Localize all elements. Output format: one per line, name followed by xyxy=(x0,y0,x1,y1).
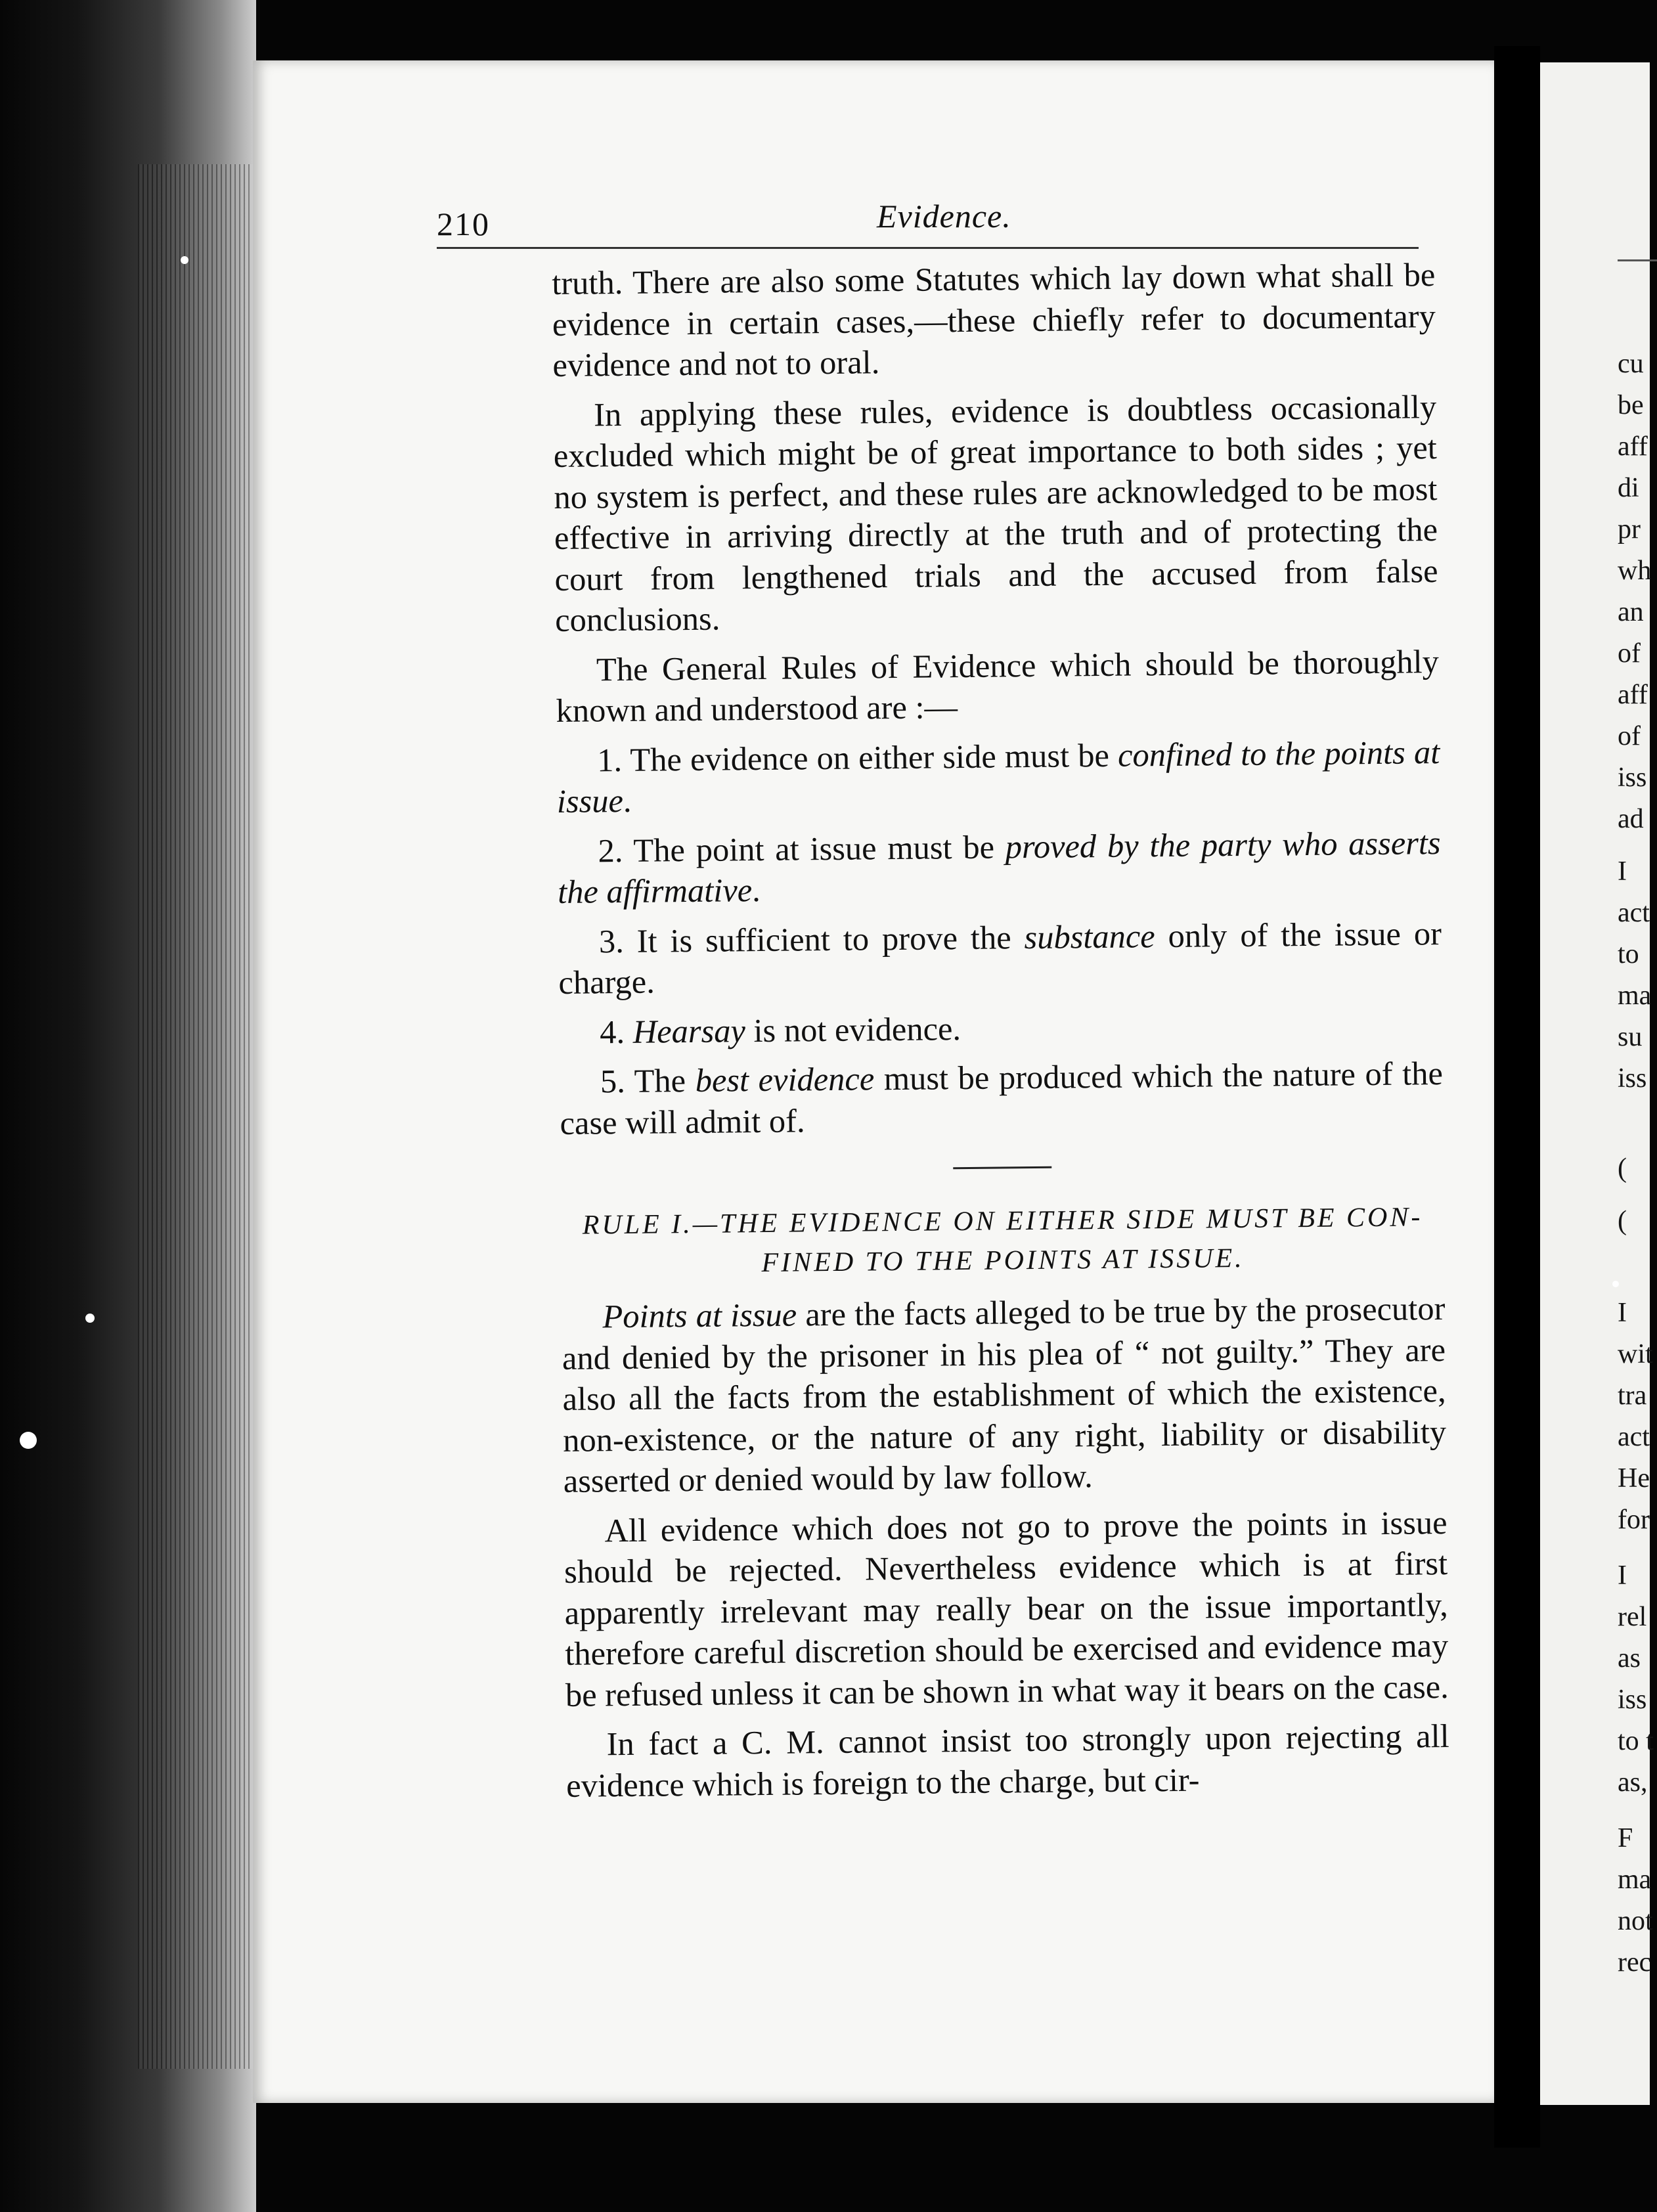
book-spine-shadow xyxy=(0,0,256,2212)
facing-line: He xyxy=(1618,1463,1650,1493)
scan-speck xyxy=(1612,1281,1619,1287)
body-text xyxy=(552,254,1453,2102)
running-title: Evidence. xyxy=(877,198,1011,234)
facing-line: not xyxy=(1618,1906,1653,1936)
facing-line: pr xyxy=(1618,514,1641,544)
rule-emphasis: confined to the points at issue xyxy=(556,733,1440,820)
rule-number: 3. xyxy=(598,922,625,960)
rule-list-item xyxy=(558,913,1442,1004)
facing-line: rel xyxy=(1618,1602,1647,1632)
facing-line: cu xyxy=(1618,349,1644,379)
term-emphasis: Points at issue xyxy=(602,1296,797,1335)
paragraph: The General Rules of Evidence which should be thoroughly known and understood are :— xyxy=(556,642,1440,729)
rule-text: is not evidence. xyxy=(745,1009,961,1049)
paragraph: In fact a C. M. cannot insist too strongly upon rejecting all evidence which is foreign to the charge, but cir- xyxy=(565,1717,1449,1804)
facing-line: of xyxy=(1618,721,1641,751)
facing-line: iss xyxy=(1618,1063,1647,1094)
facing-line: ad xyxy=(1618,804,1644,834)
page-edge-lines xyxy=(138,164,256,2069)
rule-text: The xyxy=(625,1061,696,1099)
facing-page-edge xyxy=(1540,62,1654,2105)
paragraph-text: are the facts alleged to be true by the prosecutor and denied by the prisoner in his plea of “ not guilty.” They are also all the facts from the establishment of which the existence, non-existence, or the nature of any right, liability or disability asserted or denied would by law follow. xyxy=(562,1290,1447,1499)
facing-line: an xyxy=(1618,597,1644,627)
facing-line: to xyxy=(1618,939,1639,969)
section-heading-line: RULE I.—THE EVIDENCE ON EITHER SIDE MUST BE CON- xyxy=(582,1202,1423,1241)
facing-line: iss xyxy=(1618,1685,1647,1715)
facing-line: to t xyxy=(1618,1726,1654,1756)
facing-line: ( xyxy=(1618,1153,1627,1183)
facing-line: I xyxy=(1618,856,1627,887)
facing-line: tra xyxy=(1618,1381,1647,1411)
facing-line: ma xyxy=(1618,1865,1652,1895)
rule-list-item xyxy=(560,1053,1444,1143)
rule-text: The evidence on either side must be xyxy=(621,736,1118,778)
rule-number: 1. xyxy=(596,741,623,778)
section-divider xyxy=(953,1166,1051,1169)
scan-speck xyxy=(181,256,188,264)
scan-speck xyxy=(85,1314,95,1323)
facing-line: aff xyxy=(1618,431,1648,462)
facing-line: iss xyxy=(1618,763,1647,793)
facing-line: as xyxy=(1618,1643,1641,1673)
section-heading xyxy=(561,1197,1445,1285)
facing-line: I xyxy=(1618,1298,1627,1328)
page-number: 210 xyxy=(437,206,490,242)
paragraph: In applying these rules, evidence is doubtless occasionally excluded which might be of great importance to both sides ; yet no system is perfect, and these rules are acknowledged to be most effective in arriving directly at the truth and of protecting the court from lengthened trials and the accused from false conclusions. xyxy=(553,387,1438,638)
rule-text: The point at issue must be xyxy=(623,828,1006,869)
facing-line: as, xyxy=(1618,1767,1648,1798)
facing-line: of xyxy=(1618,638,1641,669)
rule-number: 5. xyxy=(600,1062,626,1100)
rule-text: must be produced which the nature of the case will admit of. xyxy=(560,1055,1444,1141)
paragraph xyxy=(562,1288,1447,1501)
rule-emphasis: best evidence xyxy=(695,1060,875,1099)
facing-line: ma xyxy=(1618,981,1652,1011)
paragraph: truth. There are also some Statutes which lay down what shall be evidence in certain cases,—these chiefly refer to documentary evidence and not to oral. xyxy=(552,256,1436,384)
rule-number: 4. xyxy=(599,1013,625,1050)
rule-list-item xyxy=(557,822,1441,913)
facing-line: di xyxy=(1618,473,1639,503)
facing-line: for xyxy=(1618,1505,1650,1535)
rule-list-item xyxy=(556,732,1440,822)
facing-line: su xyxy=(1618,1022,1643,1052)
rule-number: 2. xyxy=(598,831,623,869)
facing-line: aff xyxy=(1618,680,1648,710)
rule-emphasis: Hearsay xyxy=(632,1011,746,1050)
running-head xyxy=(437,190,1422,242)
facing-line: act xyxy=(1618,898,1650,928)
rule-emphasis: proved by the party who asserts the affirmative xyxy=(557,824,1441,910)
rule-text: . xyxy=(623,782,632,819)
facing-line: act xyxy=(1618,1422,1650,1452)
facing-line: F xyxy=(1618,1823,1633,1853)
rule-text: It is sufficient to prove the xyxy=(623,918,1025,960)
section-heading-line: FINED TO THE POINTS AT ISSUE. xyxy=(761,1243,1245,1279)
facing-line: rec xyxy=(1618,1947,1652,1978)
facing-line: wit xyxy=(1618,1339,1653,1369)
running-head-rule xyxy=(437,247,1419,249)
facing-line: wh xyxy=(1618,556,1652,586)
paragraph: All evidence which does not go to prove the points in issue should be rejected. Nevertheless evidence which is at first apparently irrelevant may really bear on the issue importantly, therefore careful discretion should be exercised and evidence may be refused unless it can be shown in what way it bears on the case. xyxy=(563,1503,1449,1714)
rule-text xyxy=(625,1013,633,1050)
facing-line: be xyxy=(1618,390,1644,420)
scan-speck xyxy=(20,1432,37,1449)
rule-list-item xyxy=(559,1004,1443,1053)
facing-page-head-rule xyxy=(1618,259,1657,261)
facing-line: I xyxy=(1618,1560,1627,1591)
facing-line: ( xyxy=(1618,1206,1627,1236)
rule-text: . xyxy=(751,871,761,909)
rule-text: only of the issue or charge. xyxy=(558,914,1442,1001)
rule-emphasis: substance xyxy=(1024,917,1155,956)
book-gutter xyxy=(1494,46,1540,2148)
